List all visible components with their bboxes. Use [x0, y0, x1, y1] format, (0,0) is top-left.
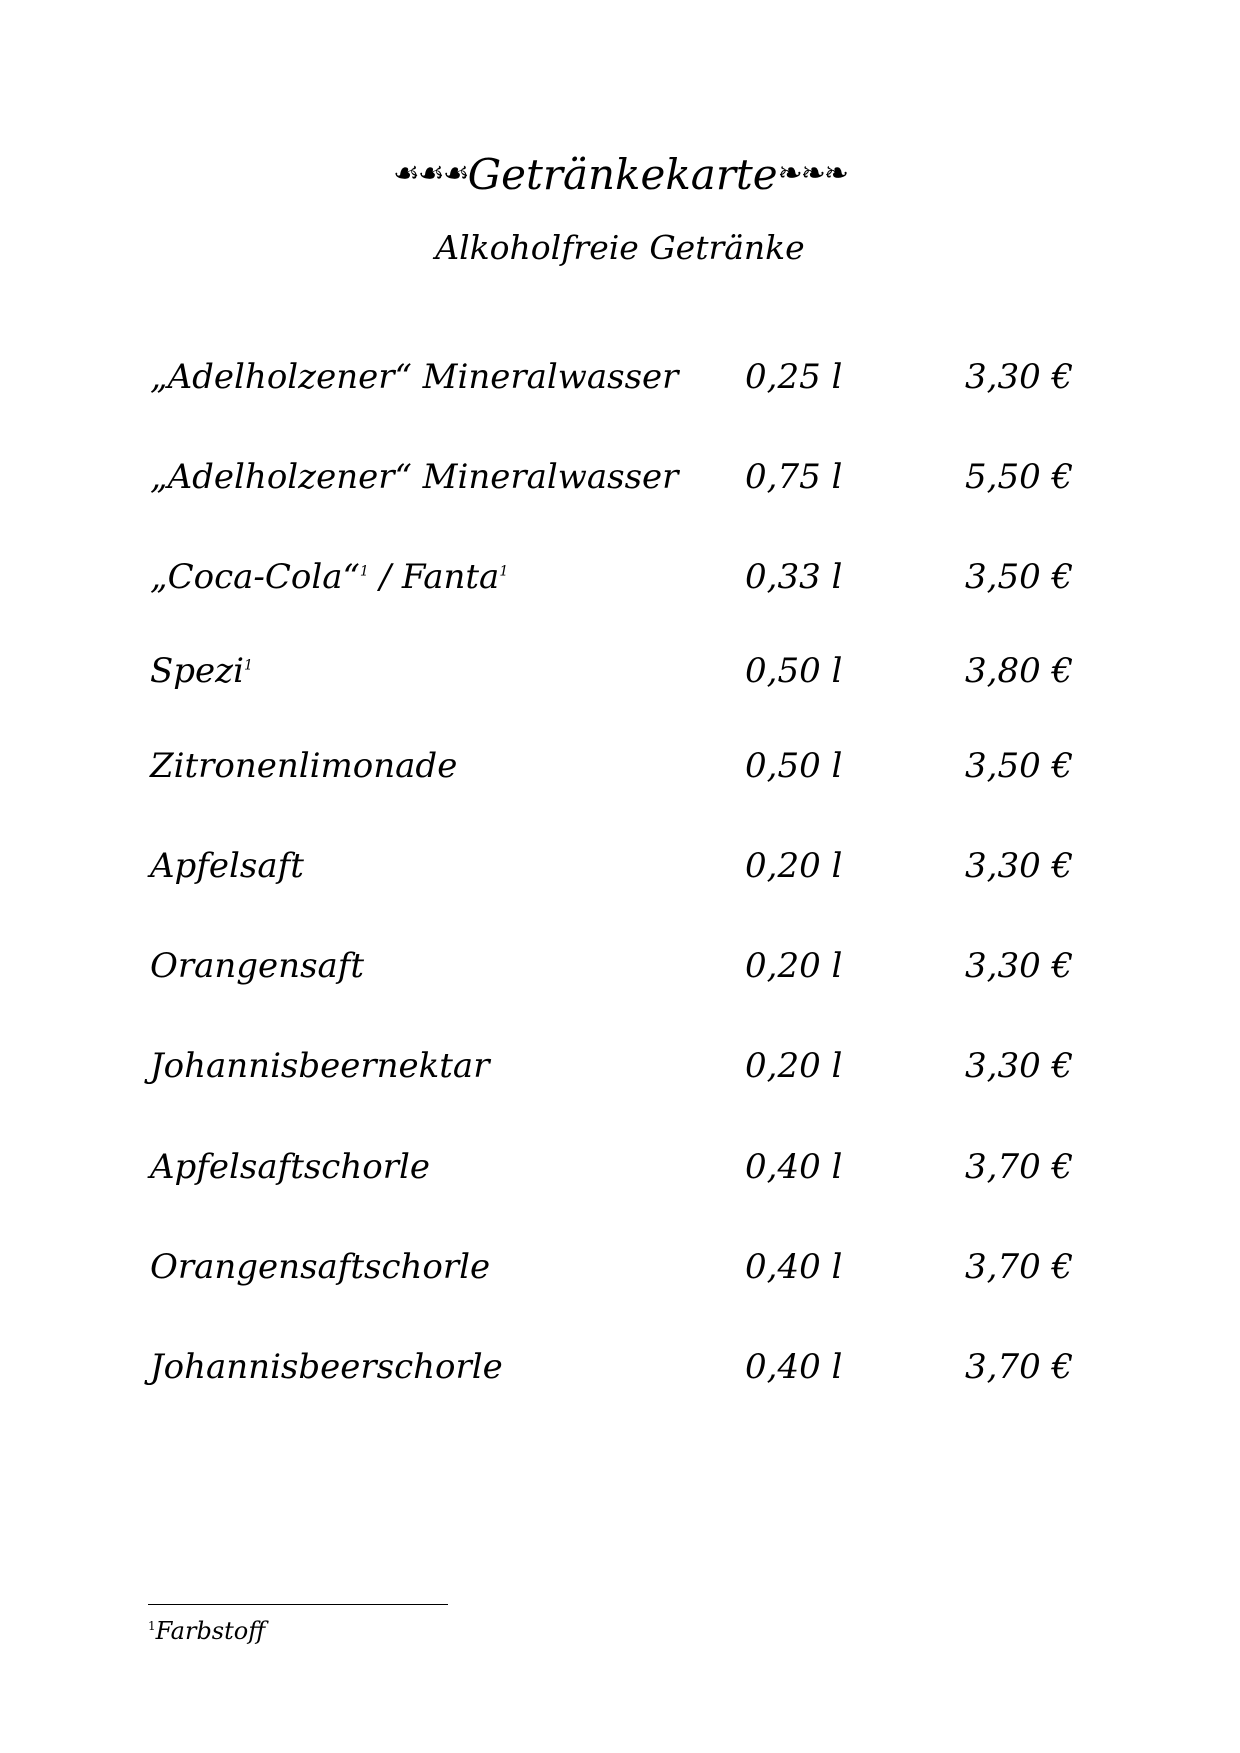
- item-price: 3,80 €: [965, 651, 1074, 691]
- footnote: [148, 1616, 265, 1646]
- footnote-marker: 1: [359, 563, 369, 580]
- item-volume: 0,25 l: [745, 357, 843, 397]
- item-volume: 0,20 l: [745, 1046, 843, 1086]
- item-price: 3,30 €: [965, 846, 1074, 886]
- item-volume: 0,50 l: [745, 746, 843, 786]
- footnote-marker: 1: [148, 1619, 156, 1633]
- menu-item-row: [0, 841, 1240, 891]
- item-price: 5,50 €: [965, 457, 1074, 497]
- ornament-left-icon: ☙☙☙: [392, 156, 468, 191]
- item-volume: 0,40 l: [745, 1147, 843, 1187]
- page-title: Getränkekarte: [467, 150, 778, 199]
- item-volume: 0,20 l: [745, 946, 843, 986]
- menu-item-row: [0, 646, 1240, 696]
- menu-item-row: [0, 1041, 1240, 1091]
- menu-title-row: [0, 148, 1240, 205]
- item-price: 3,70 €: [965, 1247, 1074, 1287]
- item-name: „Adelholzener“ Mineralwasser: [150, 457, 679, 497]
- item-price: 3,50 €: [965, 557, 1074, 597]
- item-price: 3,70 €: [965, 1147, 1074, 1187]
- item-name: „Adelholzener“ Mineralwasser: [150, 357, 679, 397]
- menu-item-row: [0, 352, 1240, 402]
- item-volume: 0,33 l: [745, 557, 843, 597]
- item-name: Orangensaftschorle: [150, 1247, 491, 1287]
- item-volume: 0,40 l: [745, 1247, 843, 1287]
- item-volume: 0,75 l: [745, 457, 843, 497]
- menu-item-row: [0, 1142, 1240, 1192]
- item-price: 3,30 €: [965, 1046, 1074, 1086]
- ornament-right-icon: ❧❧❧: [777, 156, 848, 191]
- item-price: 3,70 €: [965, 1347, 1074, 1387]
- item-price: 3,50 €: [965, 746, 1074, 786]
- item-name: Apfelsaft: [150, 846, 304, 886]
- menu-item-row: [0, 1342, 1240, 1392]
- footnote-marker: 1: [243, 657, 253, 674]
- item-name: Johannisbeernektar: [150, 1046, 490, 1086]
- item-name: „Coca-Cola“$^1$ / Fanta$^1$: [150, 557, 509, 597]
- footnote-divider: [148, 1604, 448, 1605]
- footnote-text: Farbstoff: [155, 1617, 266, 1645]
- menu-item-row: [0, 452, 1240, 502]
- item-name: Zitronenlimonade: [150, 746, 458, 786]
- item-price: 3,30 €: [965, 357, 1074, 397]
- item-volume: 0,50 l: [745, 651, 843, 691]
- footnote-marker: 1: [499, 563, 509, 580]
- menu-item-row: [0, 941, 1240, 991]
- item-price: 3,30 €: [965, 946, 1074, 986]
- menu-item-row: [0, 741, 1240, 791]
- item-name: Orangensaft: [150, 946, 365, 986]
- item-volume: 0,20 l: [745, 846, 843, 886]
- item-volume: 0,40 l: [745, 1347, 843, 1387]
- menu-item-row: [0, 552, 1240, 602]
- section-subtitle: Alkoholfreie Getränke: [435, 228, 805, 267]
- item-name: Apfelsaftschorle: [150, 1147, 430, 1187]
- item-name: Johannisbeerschorle: [150, 1347, 503, 1387]
- item-name: Spezi$^1$: [150, 651, 253, 691]
- menu-item-row: [0, 1242, 1240, 1292]
